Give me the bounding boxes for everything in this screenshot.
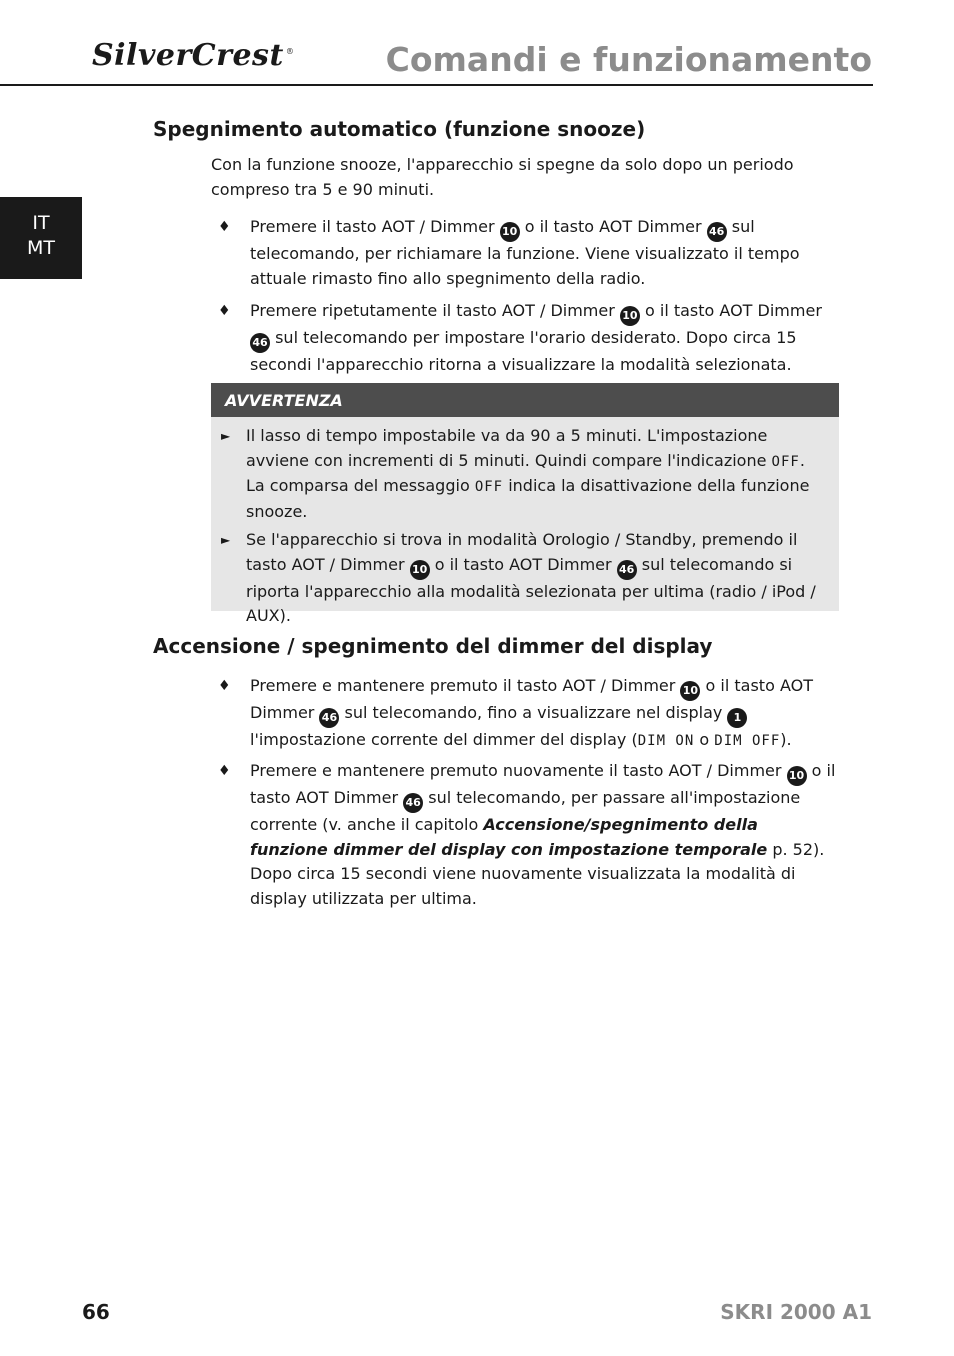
list-item bbox=[218, 215, 840, 291]
bullet-text: Premere il tasto AOT / Dimmer bbox=[250, 217, 495, 236]
diamond-bullet-icon: ♦ bbox=[218, 303, 231, 319]
arrow-bullet-icon: ► bbox=[221, 429, 231, 443]
warning-text: sul telecomando si riporta l'apparecchio alla modalità selezionata per ultima (radio / iPod / AUX). bbox=[246, 554, 816, 625]
lcd-indicator: OFF bbox=[474, 479, 504, 495]
lcd-indicator: OFF bbox=[771, 453, 800, 470]
diamond-bullet-icon: ♦ bbox=[218, 219, 231, 235]
page-title: Comandi e funzionamento bbox=[385, 40, 872, 79]
chapter-reference: Accensione/spegnimento della funzione dimmer del display con impostazione temporale bbox=[250, 815, 768, 859]
warning-text: La comparsa del messaggio bbox=[246, 476, 470, 495]
snooze-intro: Con la funzione snooze, l'apparecchio si spegne da solo dopo un periodo compreso tra 5 e 90 minuti. bbox=[211, 155, 794, 199]
warning-item bbox=[221, 528, 831, 629]
diamond-bullet-icon: ♦ bbox=[218, 678, 231, 694]
warning-box bbox=[211, 383, 839, 625]
section-heading-dimmer: Accensione / spegnimento del dimmer del display bbox=[153, 634, 713, 658]
page-number: 66 bbox=[82, 1300, 110, 1324]
language-tab bbox=[0, 197, 82, 279]
callout-number-icon: 46 bbox=[250, 333, 270, 353]
arrow-bullet-icon: ► bbox=[221, 533, 231, 547]
bullet-text: o il tasto AOT Dimmer bbox=[250, 761, 836, 807]
warning-text: . bbox=[799, 450, 805, 470]
warning-item bbox=[221, 424, 831, 524]
brand-name: SilverCrest bbox=[92, 38, 284, 73]
callout-number-icon: 10 bbox=[500, 222, 520, 242]
warning-text: Il lasso di tempo impostabile va da 90 a 5 minuti. L'impostazione avviene con incrementi di 5 minuti. Quindi compare l'indicazione bbox=[246, 426, 768, 470]
bullet-text: sul telecomando, per passare all'impostazione corrente (v. anche il capitolo bbox=[250, 788, 801, 834]
language-code-mt: MT bbox=[27, 237, 55, 259]
bullet-text: o bbox=[699, 730, 710, 749]
bullet-text: Premere ripetutamente il tasto AOT / Dimmer bbox=[250, 301, 615, 320]
lcd-indicator: DIM OFF bbox=[714, 733, 781, 749]
callout-number-icon: 46 bbox=[403, 793, 423, 813]
callout-number-icon: 46 bbox=[617, 560, 637, 580]
list-item bbox=[218, 674, 840, 754]
callout-number-icon: 10 bbox=[620, 306, 640, 326]
registered-mark: ® bbox=[285, 47, 295, 56]
list-item bbox=[218, 299, 840, 378]
warning-text: Se l'apparecchio si trova in modalità Orologio / Standby, premendo il tasto AOT / Dimmer bbox=[246, 530, 798, 574]
bullet-text: Premere e mantenere premuto il tasto AOT / Dimmer bbox=[250, 676, 676, 695]
bullet-text: sul telecomando, fino a visualizzare nel display bbox=[344, 703, 723, 722]
bullet-text: sul telecomando, per richiamare la funzione. Viene visualizzato il tempo attuale rimasto fino allo spegnimento della radio. bbox=[250, 217, 800, 288]
bullet-text: o il tasto AOT Dimmer bbox=[645, 301, 822, 320]
bullet-text: l'impostazione corrente del dimmer del display ( bbox=[250, 730, 638, 749]
header-rule bbox=[0, 84, 873, 86]
bullet-text: sul telecomando per impostare l'orario desiderato. Dopo circa 15 secondi l'apparecchio ritorna a visualizzare la modalità selezionata. bbox=[250, 328, 797, 374]
warning-text: indica la disattivazione della funzione snooze. bbox=[246, 476, 810, 521]
callout-number-icon: 10 bbox=[680, 681, 700, 701]
list-item bbox=[218, 759, 840, 911]
brand-logo bbox=[92, 38, 294, 73]
bullet-text: o il tasto AOT Dimmer bbox=[250, 676, 813, 722]
diamond-bullet-icon: ♦ bbox=[218, 763, 231, 779]
bullet-text: Premere e mantenere premuto nuovamente il tasto AOT / Dimmer bbox=[250, 761, 782, 780]
section-heading-snooze: Spegnimento automatico (funzione snooze) bbox=[153, 117, 646, 141]
callout-number-icon: 46 bbox=[707, 222, 727, 242]
callout-number-icon: 10 bbox=[787, 766, 807, 786]
bullet-text: ). bbox=[780, 730, 792, 749]
language-code-it: IT bbox=[32, 212, 50, 234]
lcd-indicator: DIM ON bbox=[637, 733, 695, 749]
bullet-text: p. 52). Dopo circa 15 secondi viene nuovamente visualizzata la modalità di display utilizzata per ultima. bbox=[250, 839, 825, 908]
warning-text: o il tasto AOT Dimmer bbox=[434, 554, 612, 574]
callout-number-icon: 10 bbox=[410, 560, 430, 580]
callout-number-icon: 1 bbox=[727, 708, 747, 728]
warning-heading: AVVERTENZA bbox=[211, 383, 839, 417]
callout-number-icon: 46 bbox=[319, 708, 339, 728]
model-name: SKRI 2000 A1 bbox=[720, 1300, 872, 1324]
bullet-text: o il tasto AOT Dimmer bbox=[524, 217, 702, 236]
